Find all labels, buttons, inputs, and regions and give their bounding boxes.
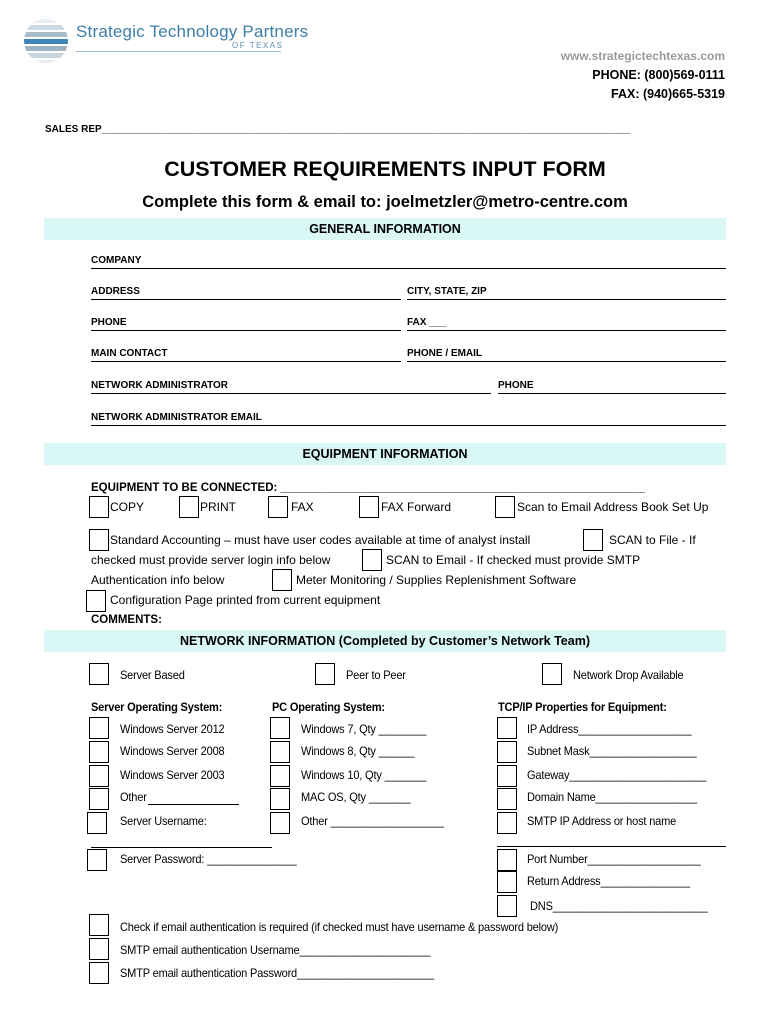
scan-email-label: SCAN to Email - If checked must provide SMTP (386, 553, 641, 567)
fax-forward-checkbox[interactable] (359, 496, 379, 518)
meter-monitoring-checkbox[interactable] (272, 569, 292, 591)
dns-checkbox[interactable] (497, 895, 517, 917)
sales-rep-field[interactable]: SALES REP_______________________________________________________________________________________________ (45, 124, 631, 135)
config-page-label: Configuration Page printed from current equipment (110, 593, 381, 607)
pc-os-other-checkbox[interactable] (270, 812, 290, 834)
server-os-other-line[interactable] (148, 804, 239, 805)
fax-checkbox[interactable] (268, 496, 288, 518)
port-number-label: Port Number___________________ (527, 852, 701, 866)
city-state-zip-label: CITY, STATE, ZIP (407, 286, 487, 297)
print-label: PRINT (200, 500, 236, 514)
equipment-connected-label: EQUIPMENT TO BE CONNECTED: _________________________________________________________ (91, 482, 646, 494)
dns-label: DNS__________________________ (530, 899, 708, 913)
ip-address-checkbox[interactable] (497, 717, 517, 739)
gateway-checkbox[interactable] (497, 765, 517, 787)
main-contact-label: MAIN CONTACT (91, 348, 168, 359)
network-drop-label: Network Drop Available (573, 668, 684, 682)
smtp-ip-checkbox[interactable] (497, 812, 517, 834)
standard-accounting-checkbox[interactable] (89, 529, 109, 551)
copy-label: COPY (110, 500, 145, 514)
network-drop-checkbox[interactable] (542, 663, 562, 685)
network-admin-field[interactable] (91, 380, 491, 394)
server-password-checkbox[interactable] (87, 849, 107, 871)
subnet-mask-checkbox[interactable] (497, 741, 517, 763)
logo-icon (24, 16, 68, 66)
company-label: COMPANY (91, 255, 142, 266)
port-number-checkbox[interactable] (497, 849, 517, 871)
phone-field[interactable] (91, 317, 401, 331)
phone-label: PHONE (91, 317, 127, 328)
ip-address-label: IP Address___________________ (527, 722, 692, 736)
email-auth-checkbox[interactable] (89, 914, 109, 936)
admin-phone-label: PHONE (498, 380, 534, 391)
website-link[interactable]: www.strategictechtexas.com (560, 49, 725, 63)
windows-7-label: Windows 7, Qty ________ (301, 722, 427, 736)
windows-server-2008-checkbox[interactable] (89, 741, 109, 763)
fax-forward-label: FAX Forward (381, 500, 452, 514)
smtp-ip-line[interactable] (497, 846, 726, 847)
copy-checkbox[interactable] (89, 496, 109, 518)
windows-server-2003-checkbox[interactable] (89, 765, 109, 787)
fax-field[interactable] (407, 317, 726, 331)
general-info-heading: GENERAL INFORMATION (44, 218, 726, 240)
auth-info-note: Authentication info below (91, 573, 225, 587)
email-auth-label: Check if email authentication is required (if checked must have username & password below) (120, 920, 559, 934)
pc-os-other-label: Other ___________________ (301, 814, 444, 828)
windows-10-label: Windows 10, Qty _______ (301, 768, 427, 782)
smtp-password-label: SMTP email authentication Password_______________________ (120, 966, 435, 980)
windows-10-checkbox[interactable] (270, 765, 290, 787)
print-checkbox[interactable] (179, 496, 199, 518)
server-based-checkbox[interactable] (89, 663, 109, 685)
server-based-label: Server Based (120, 668, 185, 682)
city-state-zip-field[interactable] (407, 286, 726, 300)
fax-label: FAX ___ (407, 317, 446, 328)
smtp-ip-label: SMTP IP Address or host name (527, 814, 677, 828)
fax-option-label: FAX (291, 500, 314, 514)
smtp-username-label: SMTP email authentication Username______________________ (120, 943, 431, 957)
main-contact-field[interactable] (91, 348, 401, 362)
server-username-label: Server Username: (120, 814, 207, 828)
network-admin-label: NETWORK ADMINISTRATOR (91, 380, 229, 391)
smtp-username-checkbox[interactable] (89, 938, 109, 960)
windows-7-checkbox[interactable] (270, 717, 290, 739)
server-password-label: Server Password: _______________ (120, 852, 297, 866)
server-os-heading: Server Operating System: (91, 700, 223, 714)
phone-email-label: PHONE / EMAIL (407, 348, 483, 359)
meter-monitoring-label: Meter Monitoring / Supplies Replenishment Software (296, 573, 577, 587)
pc-os-heading: PC Operating System: (272, 700, 385, 714)
address-label: ADDRESS (91, 286, 140, 297)
domain-name-label: Domain Name_________________ (527, 790, 697, 804)
windows-8-checkbox[interactable] (270, 741, 290, 763)
subnet-mask-label: Subnet Mask__________________ (527, 744, 697, 758)
server-os-other-label: Other (120, 790, 147, 804)
server-username-checkbox[interactable] (87, 812, 107, 834)
network-admin-email-field[interactable] (91, 412, 726, 426)
phone-number: PHONE: (800)569-0111 (592, 68, 725, 82)
return-address-label: Return Address_______________ (527, 874, 690, 888)
server-os-other-checkbox[interactable] (89, 788, 109, 810)
network-info-heading: NETWORK INFORMATION (Completed by Customer’s Network Team) (44, 630, 726, 652)
peer-to-peer-label: Peer to Peer (346, 668, 406, 682)
return-address-checkbox[interactable] (497, 871, 517, 893)
domain-name-checkbox[interactable] (497, 788, 517, 810)
logo-underline (76, 51, 281, 52)
windows-server-2008-label: Windows Server 2008 (120, 744, 225, 758)
mac-os-label: MAC OS, Qty _______ (301, 790, 411, 804)
address-field[interactable] (91, 286, 401, 300)
peer-to-peer-checkbox[interactable] (315, 663, 335, 685)
mac-os-checkbox[interactable] (270, 788, 290, 810)
equipment-info-heading: EQUIPMENT INFORMATION (44, 443, 726, 465)
windows-server-2012-label: Windows Server 2012 (120, 722, 225, 736)
form-subtitle: Complete this form & email to: joelmetzler@metro-centre.com (142, 193, 628, 211)
gateway-label: Gateway_______________________ (527, 768, 707, 782)
tcpip-heading: TCP/IP Properties for Equipment: (498, 700, 667, 714)
phone-email-field[interactable] (407, 348, 726, 362)
form-title: CUSTOMER REQUIREMENTS INPUT FORM (164, 157, 606, 181)
standard-accounting-label: Standard Accounting – must have user codes available at time of analyst install (110, 533, 531, 547)
fax-number: FAX: (940)665-5319 (611, 87, 725, 101)
windows-8-label: Windows 8, Qty ______ (301, 744, 415, 758)
scan-email-book-label: Scan to Email Address Book Set Up (517, 500, 709, 514)
logo-name: Strategic Technology Partners (76, 22, 309, 41)
comments-label: COMMENTS: (91, 614, 162, 626)
logo-subtitle: OF TEXAS (232, 41, 284, 50)
network-admin-email-label: NETWORK ADMINISTRATOR EMAIL (91, 412, 262, 423)
company-field[interactable] (91, 255, 726, 269)
admin-phone-field[interactable] (498, 380, 726, 394)
server-username-line[interactable] (91, 847, 272, 848)
scan-email-book-checkbox[interactable] (495, 496, 515, 518)
scan-email-checkbox[interactable] (362, 549, 382, 571)
config-page-checkbox[interactable] (86, 590, 106, 612)
smtp-password-checkbox[interactable] (89, 962, 109, 984)
scan-file-checkbox[interactable] (583, 529, 603, 551)
windows-server-2003-label: Windows Server 2003 (120, 768, 225, 782)
server-login-note: checked must provide server login info below (91, 553, 331, 567)
scan-file-label: SCAN to File - If (609, 533, 696, 547)
windows-server-2012-checkbox[interactable] (89, 717, 109, 739)
